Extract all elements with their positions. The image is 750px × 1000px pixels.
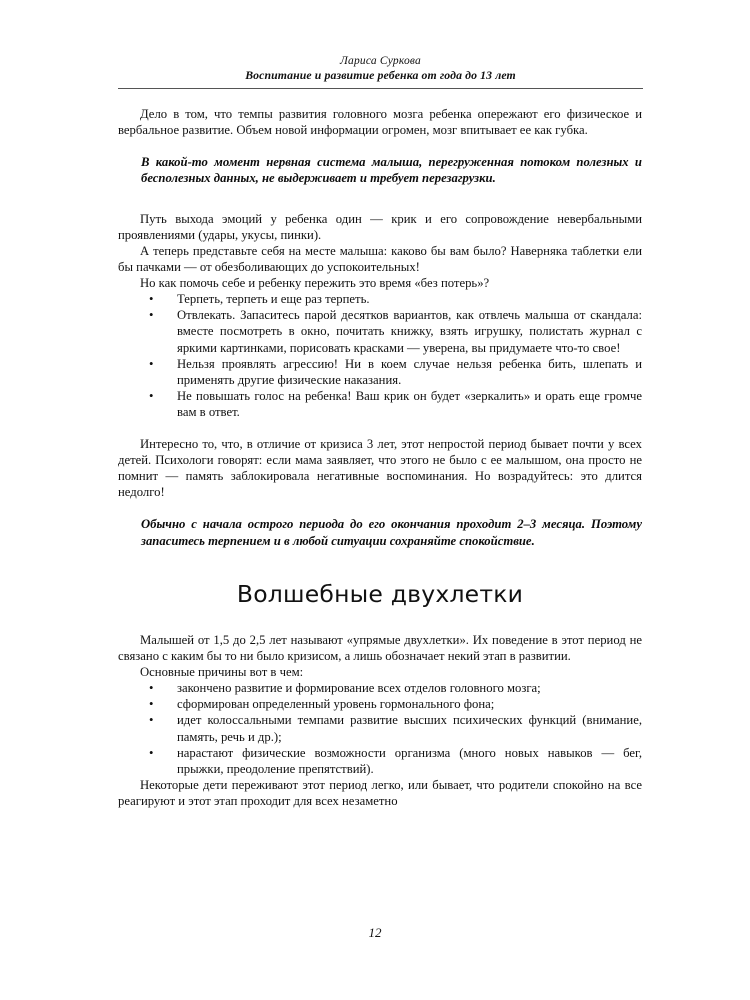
pullquote-2: Обычно с начала острого периода до его окончания проходит 2–3 месяца. Поэтому запаситесь терпением и в любой ситуации сохраняйте спокойствие. [141,517,642,548]
spacer [118,420,642,436]
spacer [118,187,642,211]
page-content [118,106,642,809]
page-number: 12 [368,925,382,940]
bullet-glyph-icon: • [149,388,154,403]
bullet-glyph-icon: • [149,292,154,307]
bullet-list-causes [118,680,642,777]
bullet-list-coping [118,291,642,420]
bullet-glyph-icon: • [149,745,154,760]
paragraph-7: Основные причины вот в чем: [140,665,304,680]
spacer [118,549,642,580]
paragraph-6: Малышей от 1,5 до 2,5 лет называют «упрямые двухлетки». Их поведение в этот период не связано с каким бы то ни было кризисом, а лишь обозначает некий этап в развитии. [118,632,642,664]
list-item [118,356,642,388]
bullet-glyph-icon: • [149,681,154,696]
spacer [118,608,642,632]
list-item-text: закончено развитие и формирование всех отделов головного мозга; [177,681,541,696]
running-head-divider [118,88,643,89]
paragraph-2: Путь выхода эмоций у ребенка один — крик и его сопровождение невербальными проявлениями (удары, укусы, пинки). [118,211,642,242]
bullet-glyph-icon: • [149,308,154,323]
list-item [118,712,642,744]
list-item [118,388,642,420]
list-item-text: Отвлекать. Запаситесь парой десятков вариантов, как отвлечь малыша от скандала: вместе посмотреть в окно, почитать книжку, взять игрушку, полистать журнал с яркими картинками, порисовать красками — уверена, вы придумаете что-то свое! [177,308,642,355]
spacer [118,138,642,154]
paragraph-1: Дело в том, что темпы развития головного мозга ребенка опережают его физическое и вербальное развитие. Объем новой информации огромен, мозг впитывает ее как губка. [118,107,642,138]
list-item-text: нарастают физические возможности организма (много новых навыков — бег, прыжки, преодоление препятствий). [177,745,642,776]
list-item-text: идет колоссальными темпами развитие высших психических функций (внимание, память, речь и др.); [177,713,642,744]
paragraph-8: Некоторые дети переживают этот период легко, или бывает, что родители спокойно на все реагируют и этот этап проходит для всех незаметно [118,777,642,808]
paragraph-5: Интересно то, что, в отличие от кризиса 3 лет, этот непростой период бывает почти у всех детей. Психологи говорят: если мама заявляет, что этого не было с ее малышом, она просто не помнит — память заблокировала негативные воспоминания. Но возрадуйтесь: это длится недолго! [118,437,642,500]
list-item [118,291,642,307]
running-head-author: Лариса Суркова [340,55,421,67]
section-title: Волшебные двухлетки [236,579,524,608]
list-item [118,307,642,355]
list-item [118,680,642,696]
bullet-glyph-icon: • [149,356,154,371]
running-head [118,54,643,83]
list-item-text: Нельзя проявлять агрессию! Ни в коем случае нельзя ребенка бить, шлепать и применять другие физические наказания. [177,356,642,387]
bullet-glyph-icon: • [149,713,154,728]
list-item-text: сформирован определенный уровень гормонального фона; [177,697,495,712]
list-item-text: Терпеть, терпеть и еще раз терпеть. [177,292,370,307]
list-item [118,745,642,777]
spacer [118,500,642,516]
running-head-title: Воспитание и развитие ребенка от года до 13 лет [245,68,516,82]
pullquote-1: В какой-то момент нервная система малыша, перегруженная потоком полезных и бесполезных данных, не выдерживает и требует перезагрузки. [141,155,642,186]
paragraph-3: А теперь представьте себя на месте малыша: каково бы вам было? Наверняка таблетки ели бы пачками — от обезболивающих до успокоительных! [118,243,642,275]
list-item-text: Не повышать голос на ребенка! Ваш крик он будет «зеркалить» и орать еще громче вам в ответ. [177,388,642,419]
bullet-glyph-icon: • [149,697,154,712]
paragraph-4: Но как помочь себе и ребенку пережить это время «без потерь»? [140,276,490,291]
list-item [118,696,642,712]
